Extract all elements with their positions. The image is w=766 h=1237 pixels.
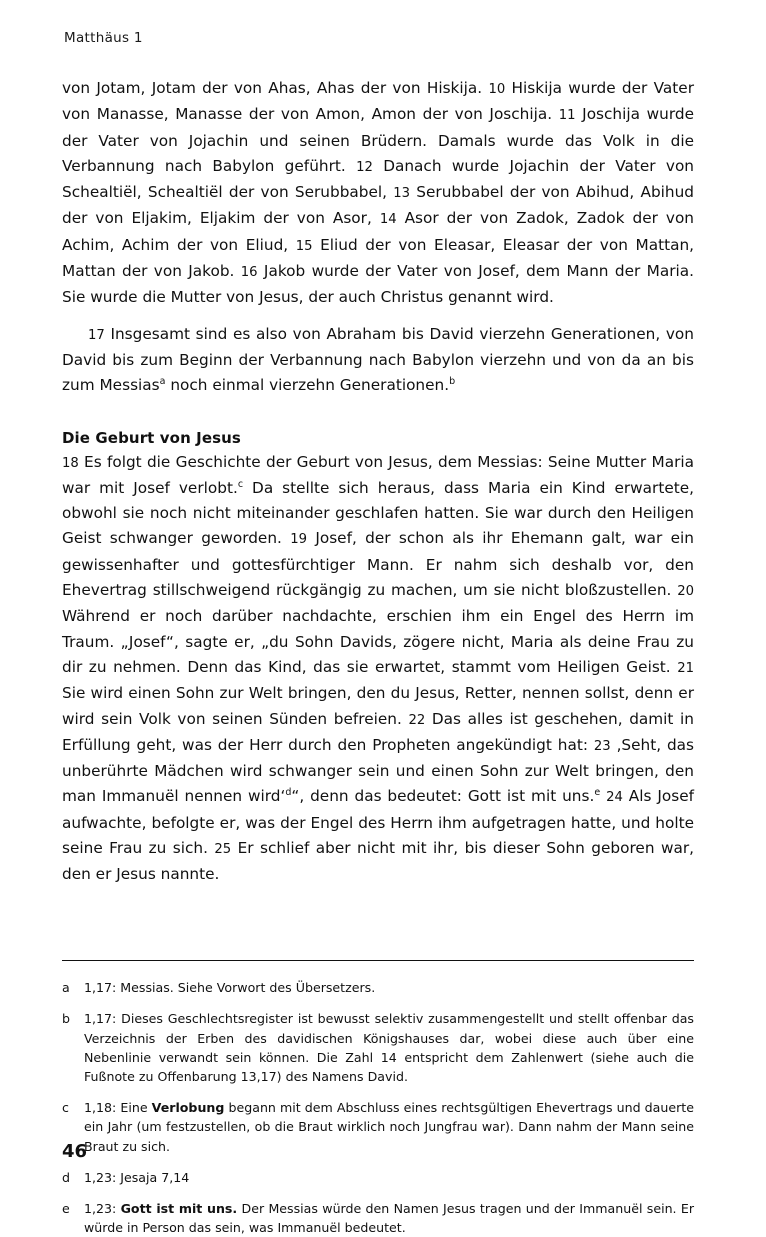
footnote-text: 1,17: Messias. Siehe Vorwort des Übersetzers. xyxy=(84,980,376,996)
verse-number: 24 xyxy=(606,790,623,806)
verse-number: 16 xyxy=(240,265,258,281)
verse-number: 12 xyxy=(356,159,373,175)
footnote-marker: a xyxy=(62,980,70,996)
running-head: Matthäus 1 xyxy=(64,30,143,46)
footnote-reference[interactable]: e xyxy=(594,787,601,799)
footnote-marker: e xyxy=(62,1201,70,1217)
footnote-reference[interactable]: b xyxy=(449,376,456,388)
footnote-marker: b xyxy=(62,1011,70,1027)
verse-number: 19 xyxy=(290,532,308,548)
footnote-reference[interactable]: a xyxy=(159,376,166,388)
footnote-text: 1,17: Dieses Geschlechtsregister ist bewusst selektiv zusammengestellt und stellt offenbar das Verzeichnis der Erben des davidischen Königshauses dar, wobei diese auch über eine Nebenlinie verwandt sein können. Die Zahl 14 entspricht dem Zahlenwert (siehe auch die Fußnote zu Offenbarung 13,17) des Namens David. xyxy=(84,1011,694,1085)
footnote-text: 1,23: Jesaja 7,14 xyxy=(84,1169,190,1185)
verse-number: 13 xyxy=(393,186,411,202)
footnote-text: 1,23: Gott ist mit uns. Der Messias würde den Namen Jesus tragen und der Immanuël sein. Er würde in Person das sein, was Immanuël bedeutet. xyxy=(84,1201,694,1236)
paragraph-verse-17: 17 Insgesamt sind es also von Abraham bis David vierzehn Generationen, von David bis zum Beginn der Verbannung nach Babylon vierzehn und von da an bis zum Messias$^a$ noch einmal vierzehn Generationen.$^b$ xyxy=(62,324,694,395)
verse-number: 20 xyxy=(677,584,694,600)
verse-number: 21 xyxy=(677,660,694,676)
paragraph-verses-9-16: von Jotam, Jotam der von Ahas, Ahas der von Hiskija. 10 Hiskija wurde der Vater von Manasse, Manasse der von Amon, Amon der von Joschija. 11 Joschija wurde der Vater von Jojachin und seinen Brüdern. Damals wurde das Volk in die Verbannung nach Babylon geführt. 12 Danach wurde Jojachin der Vater von Schealtiël, Schealtiël der von Serubbabel, 13 Serubbabel der von Abihud, Abihud der von Eljakim, Eljakim der von Asor, 14 Asor der von Zadok, Zadok der von Achim, Achim der von Eliud, 15 Eliud der von Eleasar, Eleasar der von Mattan, Mattan der von Jakob. 16 Jakob wurde der Vater von Josef, dem Mann der Maria. Sie wurde die Mutter von Jesus, der auch Christus genannt wird. xyxy=(62,79,695,307)
footnote-item xyxy=(62,1168,694,1187)
verse-number: 23 xyxy=(593,738,611,754)
footnote-marker: d xyxy=(62,1169,70,1185)
footnotes-divider xyxy=(62,960,694,962)
verse-number: 11 xyxy=(558,108,576,124)
verse-number: 10 xyxy=(488,82,506,97)
emphasis-text: Gott ist mit uns. xyxy=(120,1201,238,1217)
page-number: 46 xyxy=(62,1141,88,1162)
emphasis-text: Verlobung xyxy=(151,1100,225,1116)
verse-number: 25 xyxy=(214,842,232,858)
section-heading: Die Geburt von Jesus xyxy=(62,428,241,447)
footnote-reference[interactable]: d xyxy=(285,787,292,799)
footnote-reference[interactable]: c xyxy=(237,478,244,490)
verse-number: 14 xyxy=(379,212,397,228)
verse-number: 22 xyxy=(408,712,426,728)
verse-number: 17 xyxy=(88,327,105,343)
footnote-item xyxy=(62,1199,694,1237)
footnote-text: 1,18: Eine Verlobung begann mit dem Abschluss eines rechtsgültigen Ehevertrags und dauerte ein Jahr (um festzustellen, ob die Braut wirklich noch Jungfrau war). Dann nahm der Mann seine Braut zu sich. xyxy=(84,1100,694,1154)
footnote-item xyxy=(62,978,694,997)
footnote-marker: c xyxy=(62,1100,69,1116)
footnote-item xyxy=(62,1009,694,1086)
body-column xyxy=(62,76,694,1237)
verse-number: 15 xyxy=(295,238,313,254)
footnotes-list xyxy=(62,978,694,1237)
verse-number: 18 xyxy=(62,455,79,471)
paragraph-verses-18-25: 18 Es folgt die Geschichte der Geburt von Jesus, dem Messias: Seine Mutter Maria war mit Josef verlobt.$^c$ Da stellte sich heraus, dass Maria ein Kind erwartete, obwohl sie noch nicht miteinander geschlafen hatten. Sie war durch den Heiligen Geist schwanger geworden. 19 Josef, der schon als ihr Ehemann galt, war ein gewissenhafter und gottesfürchtiger Mann. Er nahm sich deshalb vor, den Ehevertrag stillschweigend rückgängig zu machen, um sie nicht bloßzustellen. 20 Während er noch darüber nachdachte, erschien ihm ein Engel des Herrn im Traum. „Josef“, sagte er, „du Sohn Davids, zögere nicht, Maria als deine Frau zu dir zu nehmen. Denn das Kind, das sie erwartet, stammt vom Heiligen Geist. 21 Sie wird einen Sohn zur Welt bringen, den du Jesus, Retter, nennen sollst, denn er wird sein Volk von seinen Sünden befreien. 22 Das alles ist geschehen, damit in Erfüllung geht, was der Herr durch den Propheten angekündigt hat: 23 ‚Seht, das unberührte Mädchen wird schwanger sein und einen Sohn zur Welt bringen, den man Immanuël nennen wird‘$^d$“, denn das bedeutet: Gott ist mit uns.$^e$ 24 Als Josef aufwachte, befolgte er, was der Engel des Herrn ihm aufgetragen hatte, und holte seine Frau zu sich. 25 Er schlief aber nicht mit ihr, bis dieser Sohn geboren war, den er Jesus nannte. xyxy=(62,452,694,884)
footnote-item xyxy=(62,1098,694,1156)
